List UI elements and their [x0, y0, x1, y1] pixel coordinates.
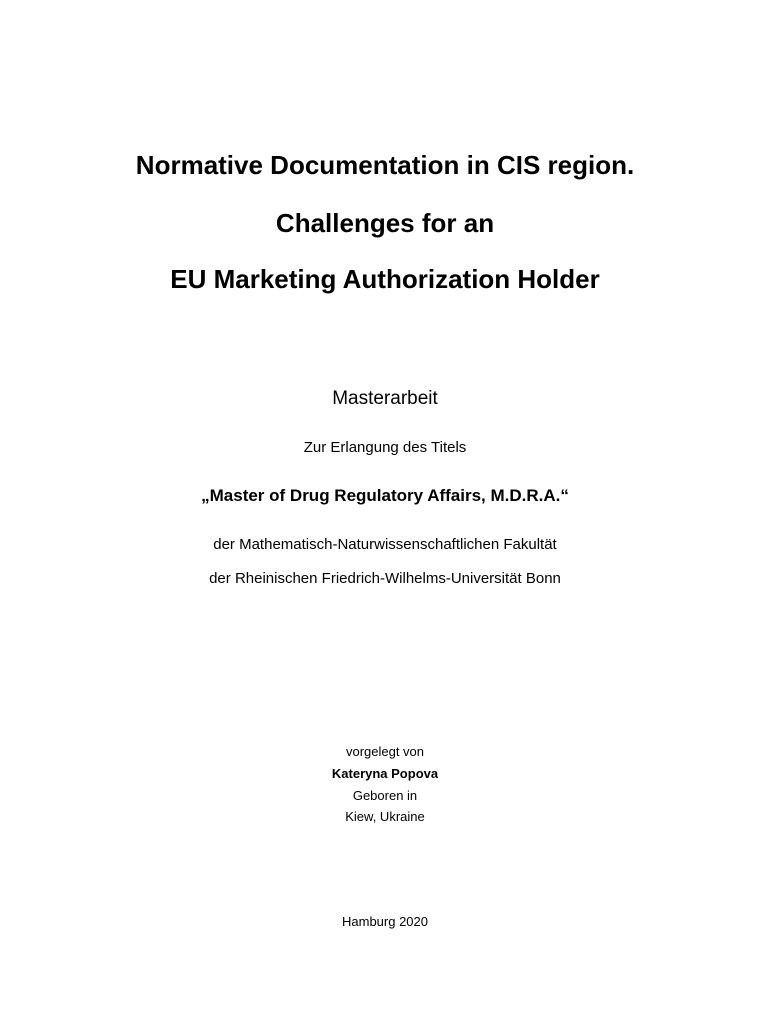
title-line-2: Challenges for an — [275, 208, 495, 238]
degree-intro: Zur Erlangung des Titels — [303, 439, 467, 456]
birthplace: Kiew, Ukraine — [345, 809, 425, 824]
title-line-1: Normative Documentation in CIS region. — [135, 150, 635, 180]
faculty-name: der Mathematisch-Naturwissenschaftlichen Fakultät — [213, 536, 557, 553]
title-line-3: EU Marketing Authorization Holder — [170, 264, 600, 294]
submitted-by-label: vorgelegt von — [345, 744, 425, 759]
place-and-year: Hamburg 2020 — [342, 914, 428, 929]
born-label: Geboren in — [352, 788, 418, 803]
author-name: Kateryna Popova — [331, 766, 439, 781]
degree-title: „Master of Drug Regulatory Affairs, M.D.R.A.“ — [201, 486, 569, 505]
thesis-type: Masterarbeit — [332, 388, 438, 409]
university-name: der Rheinischen Friedrich-Wilhelms-Universität Bonn — [209, 570, 561, 587]
